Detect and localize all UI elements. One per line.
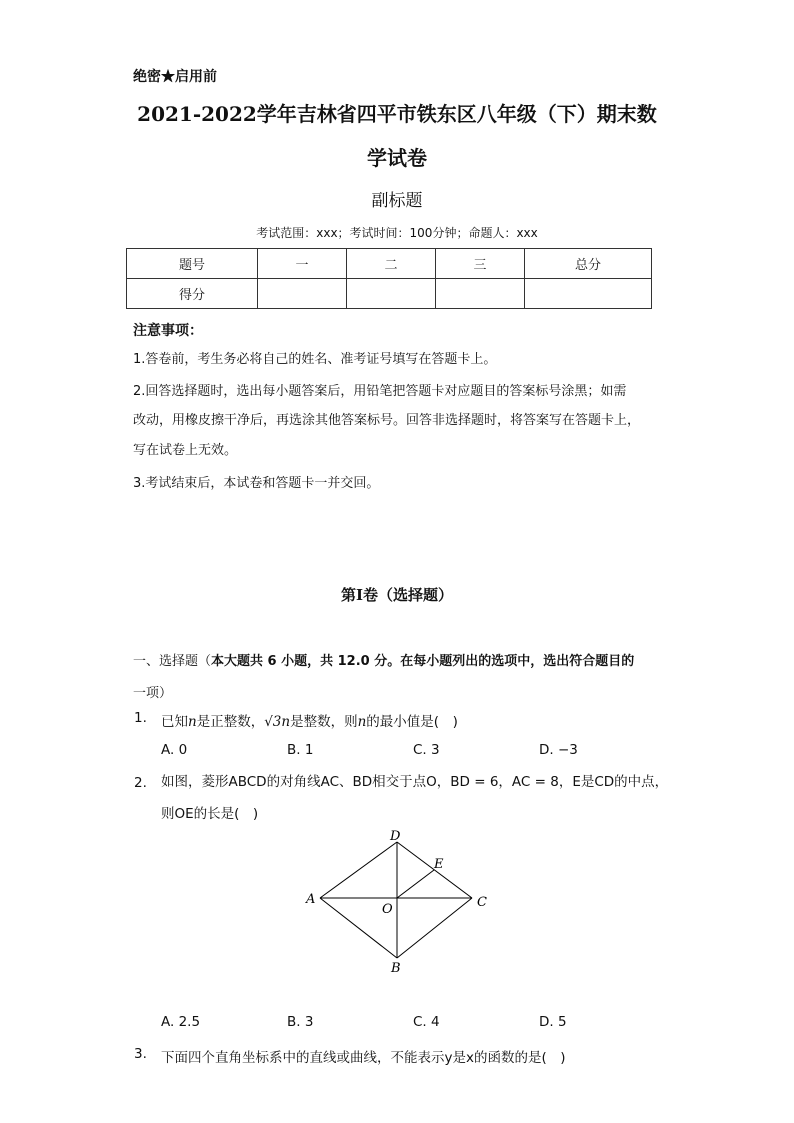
question-3-text: 下面四个直角坐标系中的直线或曲线，不能表示y是x的函数的是( ) [161, 1050, 566, 1066]
q2-line1: 如图，菱形ABCD的对角线AC、BD相交于点O，BD = 6，AC = 8，E是CD的中点， [161, 774, 669, 790]
score-row-label: 得分 [127, 279, 258, 309]
section-heading: 第I卷（选择题） [340, 586, 454, 604]
label-c: C [477, 895, 487, 910]
q1-sqrt-expression: √3n [264, 714, 291, 730]
part-heading-line2: 一项） [133, 686, 173, 701]
q2-line2: 则OE的长是( ) [161, 806, 259, 822]
exam-subtitle: 副标题 [371, 191, 423, 211]
score-cell [347, 279, 436, 309]
option-d: D. −3 [539, 742, 578, 758]
part-heading-bold: 本大题共 6 小题，共 12.0 分。在每小题列出的选项中，选出符合题目的 [211, 654, 635, 669]
label-o: O [382, 902, 393, 917]
option-b: B. 3 [287, 1014, 314, 1030]
note-item: 1.答卷前，考生务必将自己的姓名、准考证号填写在答题卡上。 [133, 352, 497, 367]
q1-text-b: 是正整数， [196, 714, 265, 730]
score-cell [436, 279, 525, 309]
score-header-cell: 题号 [127, 249, 258, 279]
score-header-cell: 二 [347, 249, 436, 279]
exam-info: 考试范围：xxx；考试时间：100分钟；命题人：xxx [256, 226, 538, 240]
option-c: C. 4 [413, 1014, 440, 1030]
label-e: E [434, 857, 444, 872]
question-1-text [161, 710, 458, 730]
question-2-text [161, 766, 671, 830]
confidential-label: 绝密★启用前 [133, 69, 217, 85]
exam-title-line1: 2021-2022学年吉林省四平市铁东区八年级（下）期末数 [137, 102, 657, 126]
option-b: B. 1 [287, 742, 314, 758]
rhombus-figure [300, 826, 500, 976]
q1-text-c: 是整数，则 [290, 714, 358, 730]
score-table-header-row [127, 249, 652, 279]
score-header-cell: 三 [436, 249, 525, 279]
option-d: D. 5 [539, 1014, 567, 1030]
option-a: A. 2.5 [161, 1014, 201, 1030]
q1-var-n: n [188, 714, 197, 730]
note-item: 写在试卷上无效。 [133, 443, 238, 458]
q1-text-a: 已知 [161, 714, 188, 730]
note-item: 改动，用橡皮擦干净后，再选涂其他答案标号。回答非选择题时，将答案写在答题卡上， [133, 413, 641, 428]
option-a: A. 0 [161, 742, 188, 758]
score-header-cell: 总分 [525, 249, 652, 279]
exam-title-line2: 学试卷 [367, 146, 427, 170]
score-cell [258, 279, 347, 309]
edge-ad [320, 842, 397, 898]
q1-var-n: n [357, 714, 367, 730]
segment-oe [397, 870, 434, 898]
label-d: D [390, 829, 401, 844]
label-b: B [391, 961, 401, 976]
note-item: 3.考试结束后，本试卷和答题卡一并交回。 [133, 476, 380, 491]
question-number: 3. [134, 1046, 147, 1062]
option-c: C. 3 [413, 742, 440, 758]
q1-text-d: 的最小值是( ) [366, 714, 458, 730]
part-heading-prefix: 一、选择题（ [133, 654, 212, 669]
part-heading [133, 646, 673, 710]
score-header-cell: 一 [258, 249, 347, 279]
note-item: 2.回答选择题时，选出每小题答案后，用铅笔把答题卡对应题目的答案标号涂黑；如需 [133, 384, 627, 399]
score-table-row [127, 279, 652, 309]
question-number: 2. [134, 775, 147, 791]
notes-heading: 注意事项： [133, 323, 203, 339]
question-number: 1. [134, 710, 147, 726]
score-cell [525, 279, 652, 309]
edge-cb [397, 898, 472, 958]
label-a: A [306, 892, 316, 907]
score-table [126, 248, 652, 309]
